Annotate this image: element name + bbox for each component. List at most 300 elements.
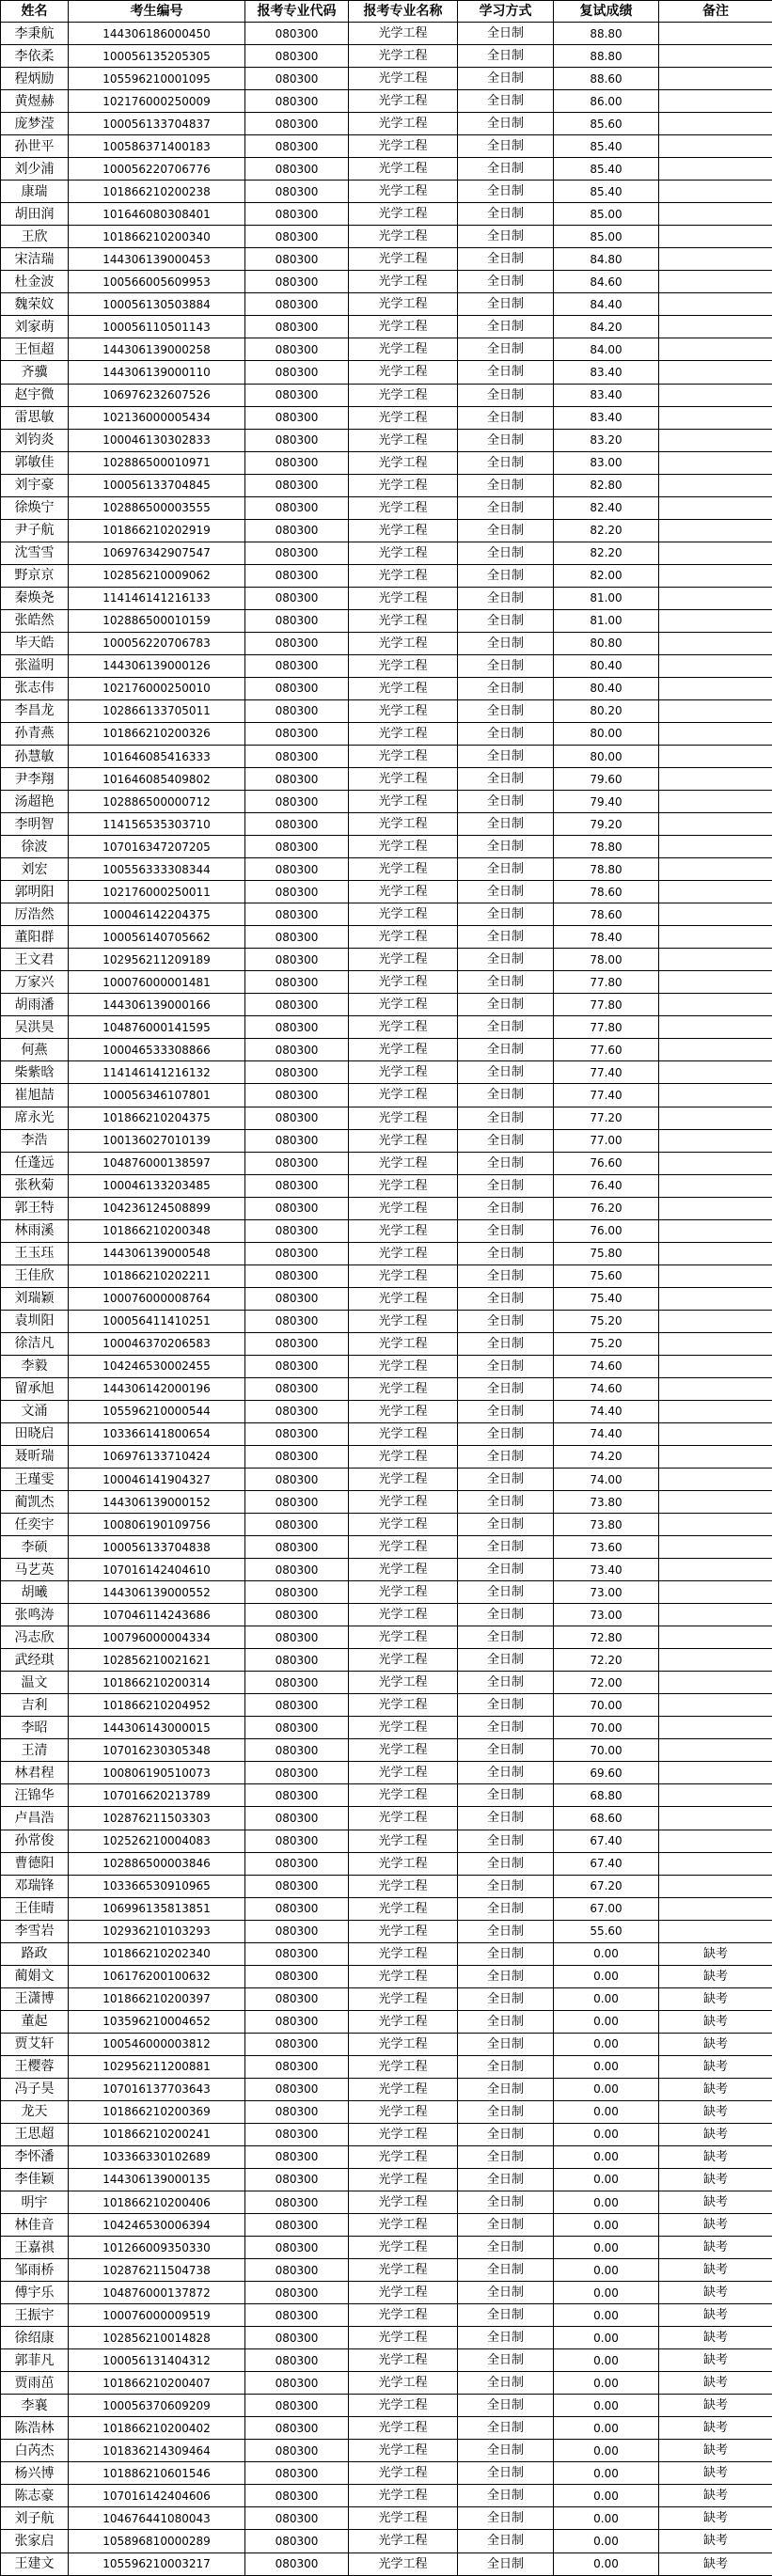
cell-note (659, 654, 772, 677)
table-row (1, 609, 772, 632)
cell-name: 武经琪 (1, 1649, 69, 1672)
cell-study-mode: 全日制 (458, 971, 554, 994)
cell-note (659, 1830, 772, 1852)
cell-major-code: 080300 (245, 406, 349, 429)
cell-study-mode: 全日制 (458, 1830, 554, 1852)
cell-name: 齐骥 (1, 361, 69, 384)
cell-score: 0.00 (554, 2123, 659, 2145)
cell-major-code: 080300 (245, 2100, 349, 2123)
cell-score: 82.20 (554, 542, 659, 564)
cell-name: 吉利 (1, 1694, 69, 1717)
cell-score: 84.60 (554, 271, 659, 293)
cell-major-name: 光学工程 (349, 1400, 458, 1422)
cell-major-name: 光学工程 (349, 2282, 458, 2304)
cell-name: 陈浩林 (1, 2417, 69, 2440)
cell-major-code: 080300 (245, 1830, 349, 1852)
table-row (1, 926, 772, 949)
cell-major-code: 080300 (245, 994, 349, 1016)
cell-major-code: 080300 (245, 1920, 349, 1942)
cell-score: 74.60 (554, 1355, 659, 1377)
cell-major-code: 080300 (245, 1061, 349, 1084)
cell-exam-id: 101866210200238 (69, 181, 245, 203)
cell-name: 柴紫晗 (1, 1061, 69, 1084)
cell-name: 胡田润 (1, 203, 69, 226)
table-row (1, 564, 772, 587)
cell-study-mode: 全日制 (458, 1355, 554, 1377)
cell-major-code: 080300 (245, 1807, 349, 1830)
cell-major-name: 光学工程 (349, 2552, 458, 2575)
cell-major-name: 光学工程 (349, 1694, 458, 1717)
cell-note (659, 113, 772, 135)
table-row (1, 1152, 772, 1174)
cell-score: 0.00 (554, 2349, 659, 2372)
cell-major-name: 光学工程 (349, 1332, 458, 1355)
cell-exam-id: 114146141216133 (69, 587, 245, 609)
cell-name: 徐波 (1, 836, 69, 858)
cell-exam-id: 114156535303710 (69, 813, 245, 836)
cell-score: 0.00 (554, 1942, 659, 1965)
cell-major-name: 光学工程 (349, 1897, 458, 1920)
cell-study-mode: 全日制 (458, 1987, 554, 2010)
cell-exam-id: 107016142404606 (69, 2485, 245, 2507)
cell-name: 任蓬远 (1, 1152, 69, 1174)
cell-score: 0.00 (554, 2440, 659, 2462)
table-row (1, 2395, 772, 2417)
cell-note (659, 1400, 772, 1422)
cell-study-mode: 全日制 (458, 2259, 554, 2282)
cell-exam-id: 103366141800654 (69, 1422, 245, 1445)
cell-study-mode: 全日制 (458, 68, 554, 90)
cell-note (659, 1739, 772, 1762)
cell-score: 0.00 (554, 2372, 659, 2395)
cell-major-name: 光学工程 (349, 2530, 458, 2552)
table-row (1, 746, 772, 768)
cell-name: 张鸣涛 (1, 1604, 69, 1626)
header-study-mode: 学习方式 (458, 1, 554, 23)
cell-note: 缺考 (659, 2327, 772, 2349)
cell-study-mode: 全日制 (458, 2417, 554, 2440)
cell-major-name: 光学工程 (349, 271, 458, 293)
cell-note (659, 1039, 772, 1061)
cell-score: 78.00 (554, 949, 659, 971)
cell-name: 李襄 (1, 2395, 69, 2417)
cell-name: 蔺凯杰 (1, 1491, 69, 1514)
cell-score: 85.40 (554, 158, 659, 181)
cell-exam-id: 100806190510073 (69, 1762, 245, 1784)
cell-name: 冯志欣 (1, 1626, 69, 1649)
cell-score: 80.20 (554, 699, 659, 722)
cell-major-name: 光学工程 (349, 1129, 458, 1152)
cell-note (659, 361, 772, 384)
cell-major-name: 光学工程 (349, 90, 458, 113)
cell-exam-id: 100056140705662 (69, 926, 245, 949)
table-row (1, 2462, 772, 2485)
cell-exam-id: 102886500010971 (69, 451, 245, 474)
cell-major-code: 080300 (245, 699, 349, 722)
cell-study-mode: 全日制 (458, 1016, 554, 1039)
cell-score: 81.00 (554, 609, 659, 632)
cell-study-mode: 全日制 (458, 994, 554, 1016)
cell-exam-id: 104246530002455 (69, 1355, 245, 1377)
table-row (1, 542, 772, 564)
cell-note (659, 903, 772, 926)
cell-study-mode: 全日制 (458, 836, 554, 858)
cell-major-code: 080300 (245, 564, 349, 587)
table-row (1, 2078, 772, 2100)
table-row (1, 1174, 772, 1197)
cell-name: 汪锦华 (1, 1784, 69, 1807)
cell-major-code: 080300 (245, 135, 349, 158)
table-row (1, 1581, 772, 1604)
cell-major-name: 光学工程 (349, 1469, 458, 1491)
table-row (1, 2010, 772, 2033)
cell-name: 刘宇豪 (1, 474, 69, 496)
cell-note (659, 836, 772, 858)
cell-note (659, 1129, 772, 1152)
cell-score: 75.40 (554, 1287, 659, 1310)
cell-major-name: 光学工程 (349, 1264, 458, 1287)
cell-score: 86.00 (554, 90, 659, 113)
cell-major-name: 光学工程 (349, 1649, 458, 1672)
cell-study-mode: 全日制 (458, 722, 554, 745)
cell-major-code: 080300 (245, 1332, 349, 1355)
cell-major-code: 080300 (245, 1152, 349, 1174)
header-note: 备注 (659, 1, 772, 23)
cell-major-name: 光学工程 (349, 496, 458, 519)
table-row (1, 2440, 772, 2462)
cell-score: 78.60 (554, 903, 659, 926)
cell-note (659, 496, 772, 519)
cell-major-code: 080300 (245, 1626, 349, 1649)
cell-major-code: 080300 (245, 2372, 349, 2395)
cell-note (659, 519, 772, 542)
cell-study-mode: 全日制 (458, 2214, 554, 2237)
cell-exam-id: 101866210202340 (69, 1942, 245, 1965)
cell-name: 赵宇微 (1, 384, 69, 406)
cell-name: 任奕宇 (1, 1514, 69, 1536)
cell-major-name: 光学工程 (349, 1445, 458, 1468)
cell-score: 76.00 (554, 1219, 659, 1242)
cell-exam-id: 101866210200407 (69, 2372, 245, 2395)
cell-note (659, 68, 772, 90)
cell-score: 82.80 (554, 474, 659, 496)
table-row (1, 2417, 772, 2440)
table-row (1, 2485, 772, 2507)
cell-study-mode: 全日制 (458, 271, 554, 293)
cell-major-code: 080300 (245, 881, 349, 903)
cell-name: 冯子昊 (1, 2078, 69, 2100)
cell-note: 缺考 (659, 2237, 772, 2259)
cell-name: 魏荣妏 (1, 293, 69, 316)
cell-major-name: 光学工程 (349, 1807, 458, 1830)
cell-score: 78.40 (554, 926, 659, 949)
cell-name: 温文 (1, 1672, 69, 1694)
cell-major-name: 光学工程 (349, 609, 458, 632)
cell-note (659, 1581, 772, 1604)
cell-exam-id: 100056130503884 (69, 293, 245, 316)
cell-major-name: 光学工程 (349, 316, 458, 338)
cell-note (659, 181, 772, 203)
cell-exam-id: 100046141904327 (69, 1469, 245, 1491)
cell-note (659, 609, 772, 632)
cell-major-code: 080300 (245, 1942, 349, 1965)
cell-exam-id: 106176200100632 (69, 1965, 245, 1987)
cell-exam-id: 101866210204952 (69, 1694, 245, 1717)
cell-name: 康瑞 (1, 181, 69, 203)
cell-major-code: 080300 (245, 858, 349, 881)
cell-note: 缺考 (659, 2214, 772, 2237)
cell-note (659, 1852, 772, 1875)
cell-exam-id: 104246530006394 (69, 2214, 245, 2237)
cell-name: 王佳晴 (1, 1897, 69, 1920)
cell-note (659, 271, 772, 293)
table-row (1, 1559, 772, 1581)
cell-name: 田晓启 (1, 1422, 69, 1445)
cell-note: 缺考 (659, 2372, 772, 2395)
table-row (1, 971, 772, 994)
cell-study-mode: 全日制 (458, 2191, 554, 2214)
cell-study-mode: 全日制 (458, 1897, 554, 1920)
cell-name: 徐焕宁 (1, 496, 69, 519)
cell-name: 留承旭 (1, 1377, 69, 1400)
cell-score: 84.20 (554, 316, 659, 338)
table-row (1, 1987, 772, 2010)
header-exam-id: 考生编号 (69, 1, 245, 23)
cell-score: 80.00 (554, 722, 659, 745)
cell-major-name: 光学工程 (349, 2100, 458, 2123)
cell-study-mode: 全日制 (458, 1152, 554, 1174)
cell-name: 何燕 (1, 1039, 69, 1061)
cell-major-code: 080300 (245, 768, 349, 791)
table-row (1, 1445, 772, 1468)
cell-score: 85.00 (554, 203, 659, 226)
cell-exam-id: 101836214309464 (69, 2440, 245, 2462)
cell-major-code: 080300 (245, 1084, 349, 1107)
table-row (1, 316, 772, 338)
cell-name: 王思超 (1, 2123, 69, 2145)
cell-score: 72.80 (554, 1626, 659, 1649)
cell-exam-id: 101646085409802 (69, 768, 245, 791)
table-row (1, 2055, 772, 2078)
table-row (1, 1965, 772, 1987)
cell-major-code: 080300 (245, 1514, 349, 1536)
table-row (1, 158, 772, 181)
cell-exam-id: 106976342907547 (69, 542, 245, 564)
cell-exam-id: 100136027010139 (69, 1129, 245, 1152)
cell-exam-id: 100046142204375 (69, 903, 245, 926)
cell-name: 王嘉祺 (1, 2237, 69, 2259)
cell-note (659, 746, 772, 768)
cell-study-mode: 全日制 (458, 2552, 554, 2575)
cell-major-name: 光学工程 (349, 699, 458, 722)
cell-study-mode: 全日制 (458, 1694, 554, 1717)
cell-note (659, 1310, 772, 1332)
cell-note (659, 1784, 772, 1807)
cell-major-code: 080300 (245, 1310, 349, 1332)
table-row (1, 2191, 772, 2214)
cell-major-code: 080300 (245, 2552, 349, 2575)
cell-note (659, 1717, 772, 1739)
cell-study-mode: 全日制 (458, 2100, 554, 2123)
cell-major-code: 080300 (245, 971, 349, 994)
cell-study-mode: 全日制 (458, 361, 554, 384)
cell-exam-id: 101646080308401 (69, 203, 245, 226)
cell-score: 0.00 (554, 1987, 659, 2010)
cell-note (659, 406, 772, 429)
table-row (1, 1920, 772, 1942)
cell-exam-id: 100546000003812 (69, 2033, 245, 2055)
cell-major-code: 080300 (245, 677, 349, 699)
cell-note (659, 1084, 772, 1107)
cell-major-code: 080300 (245, 23, 349, 45)
cell-name: 庞梦滢 (1, 113, 69, 135)
cell-name: 王欣 (1, 226, 69, 248)
cell-note (659, 1152, 772, 1174)
cell-name: 董阳群 (1, 926, 69, 949)
cell-score: 81.00 (554, 587, 659, 609)
table-row (1, 181, 772, 203)
cell-study-mode: 全日制 (458, 587, 554, 609)
table-row (1, 1107, 772, 1129)
cell-note: 缺考 (659, 2055, 772, 2078)
cell-exam-id: 144306139000110 (69, 361, 245, 384)
cell-study-mode: 全日制 (458, 654, 554, 677)
table-row (1, 496, 772, 519)
cell-major-code: 080300 (245, 1739, 349, 1762)
cell-exam-id: 144306186000450 (69, 23, 245, 45)
cell-score: 80.00 (554, 746, 659, 768)
cell-name: 袁圳阳 (1, 1310, 69, 1332)
cell-major-name: 光学工程 (349, 1965, 458, 1987)
cell-major-code: 080300 (245, 2507, 349, 2530)
cell-score: 84.80 (554, 248, 659, 271)
cell-score: 55.60 (554, 1920, 659, 1942)
cell-note (659, 23, 772, 45)
cell-major-code: 080300 (245, 2530, 349, 2552)
cell-major-name: 光学工程 (349, 226, 458, 248)
cell-note: 缺考 (659, 2100, 772, 2123)
cell-exam-id: 100056133704845 (69, 474, 245, 496)
cell-note (659, 1422, 772, 1445)
cell-major-name: 光学工程 (349, 1739, 458, 1762)
cell-note: 缺考 (659, 1942, 772, 1965)
table-row (1, 90, 772, 113)
cell-note: 缺考 (659, 2078, 772, 2100)
table-row (1, 791, 772, 813)
cell-major-code: 080300 (245, 836, 349, 858)
table-row (1, 1491, 772, 1514)
table-row (1, 813, 772, 836)
cell-note: 缺考 (659, 2349, 772, 2372)
cell-major-name: 光学工程 (349, 746, 458, 768)
cell-score: 77.80 (554, 971, 659, 994)
cell-score: 75.60 (554, 1264, 659, 1287)
cell-note (659, 1672, 772, 1694)
table-row (1, 1762, 772, 1784)
cell-note (659, 293, 772, 316)
cell-study-mode: 全日制 (458, 1491, 554, 1514)
cell-exam-id: 101866210200406 (69, 2191, 245, 2214)
cell-name: 孙世平 (1, 135, 69, 158)
cell-note: 缺考 (659, 2485, 772, 2507)
cell-note (659, 1061, 772, 1084)
cell-major-name: 光学工程 (349, 542, 458, 564)
cell-exam-id: 102956211200881 (69, 2055, 245, 2078)
cell-exam-id: 107016142404610 (69, 1559, 245, 1581)
cell-major-name: 光学工程 (349, 361, 458, 384)
cell-exam-id: 100046133203485 (69, 1174, 245, 1197)
cell-major-name: 光学工程 (349, 903, 458, 926)
cell-name: 宋洁瑞 (1, 248, 69, 271)
cell-exam-id: 102176000250009 (69, 90, 245, 113)
cell-major-code: 080300 (245, 2078, 349, 2100)
cell-study-mode: 全日制 (458, 1807, 554, 1830)
cell-score: 77.60 (554, 1039, 659, 1061)
cell-study-mode: 全日制 (458, 1242, 554, 1264)
cell-score: 83.40 (554, 361, 659, 384)
cell-score: 67.40 (554, 1852, 659, 1875)
cell-note: 缺考 (659, 2145, 772, 2168)
cell-major-name: 光学工程 (349, 1310, 458, 1332)
cell-name: 郭敏佳 (1, 451, 69, 474)
cell-score: 76.60 (554, 1152, 659, 1174)
table-row (1, 113, 772, 135)
cell-major-name: 光学工程 (349, 68, 458, 90)
cell-score: 72.00 (554, 1672, 659, 1694)
cell-major-code: 080300 (245, 1875, 349, 1897)
cell-study-mode: 全日制 (458, 1784, 554, 1807)
cell-note (659, 474, 772, 496)
cell-study-mode: 全日制 (458, 1626, 554, 1649)
cell-major-name: 光学工程 (349, 1830, 458, 1852)
cell-note (659, 1491, 772, 1514)
cell-score: 73.00 (554, 1581, 659, 1604)
cell-score: 77.80 (554, 994, 659, 1016)
cell-exam-id: 144306139000552 (69, 1581, 245, 1604)
cell-major-name: 光学工程 (349, 632, 458, 654)
cell-exam-id: 101646085416333 (69, 746, 245, 768)
cell-study-mode: 全日制 (458, 1422, 554, 1445)
cell-note (659, 1559, 772, 1581)
cell-study-mode: 全日制 (458, 903, 554, 926)
cell-exam-id: 107046114243686 (69, 1604, 245, 1626)
table-row (1, 1129, 772, 1152)
cell-major-name: 光学工程 (349, 1762, 458, 1784)
cell-score: 85.60 (554, 113, 659, 135)
cell-score: 0.00 (554, 2055, 659, 2078)
cell-name: 王玉珏 (1, 1242, 69, 1264)
cell-study-mode: 全日制 (458, 677, 554, 699)
cell-major-name: 光学工程 (349, 2304, 458, 2327)
cell-major-name: 光学工程 (349, 587, 458, 609)
cell-major-name: 光学工程 (349, 1219, 458, 1242)
cell-name: 程炳励 (1, 68, 69, 90)
cell-score: 74.00 (554, 1469, 659, 1491)
cell-exam-id: 144306139000258 (69, 338, 245, 361)
cell-study-mode: 全日制 (458, 1604, 554, 1626)
table-row (1, 1942, 772, 1965)
cell-major-name: 光学工程 (349, 2033, 458, 2055)
cell-score: 85.40 (554, 181, 659, 203)
cell-major-name: 光学工程 (349, 384, 458, 406)
cell-major-name: 光学工程 (349, 2237, 458, 2259)
cell-major-name: 光学工程 (349, 791, 458, 813)
cell-major-name: 光学工程 (349, 2214, 458, 2237)
cell-exam-id: 101866210200348 (69, 1219, 245, 1242)
table-row (1, 2237, 772, 2259)
cell-exam-id: 100056135205305 (69, 45, 245, 68)
cell-score: 76.20 (554, 1197, 659, 1219)
